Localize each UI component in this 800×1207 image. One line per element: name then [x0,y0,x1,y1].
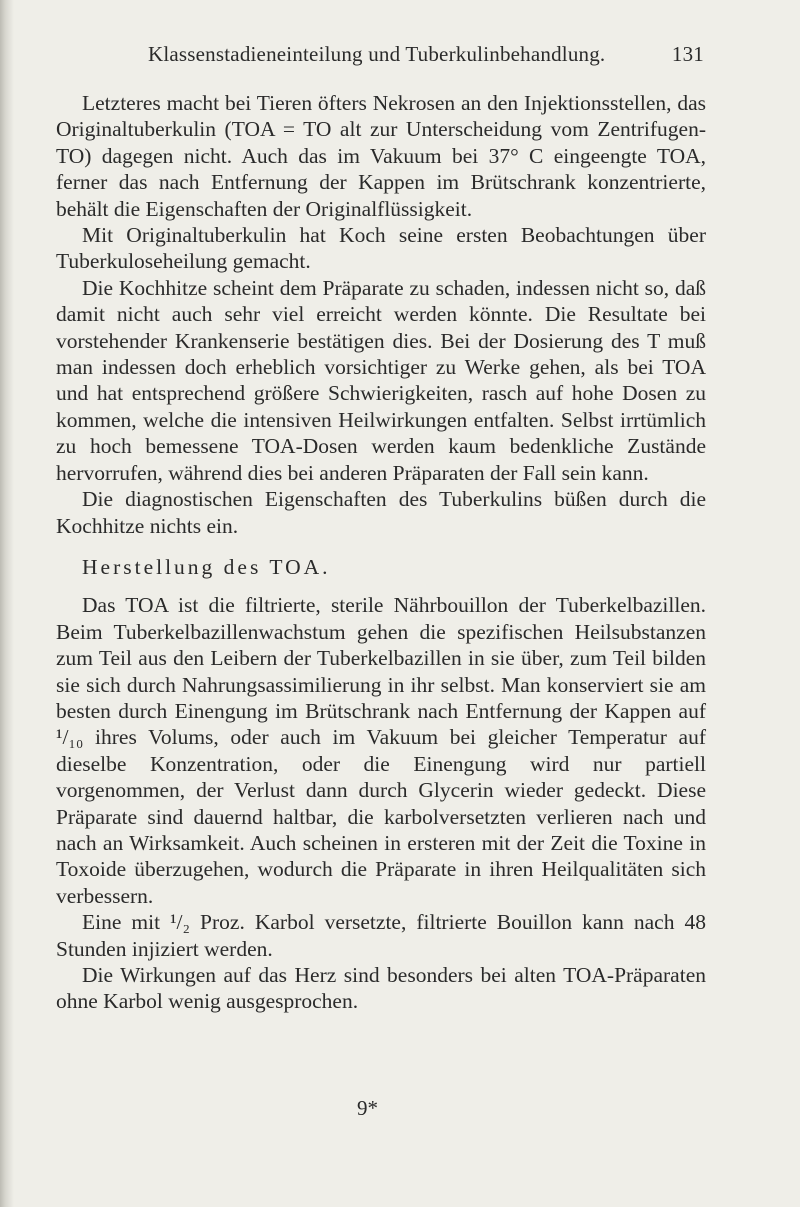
signature-mark: 9* [357,1096,378,1120]
page-gutter-shadow [0,0,14,1207]
paragraph: Die Wirkungen auf das Herz sind besonders bei alten TOA-Präparaten ohne Karbol wenig ausgesprochen. [56,963,706,1014]
paragraph: Mit Originaltuberkulin hat Koch seine ersten Beobachtungen über Tuberkuloseheilung gemacht. [56,223,706,274]
running-title: Klassenstadieneinteilung und Tuberkulinbehandlung. [148,42,606,66]
page-number: 131 [671,42,704,66]
paragraph: Eine mit ¹/₂ Proz. Karbol versetzte, filtrierte Bouillon kann nach 48 Stunden injiziert werden. [56,910,706,961]
running-header [148,42,704,67]
paragraph: Letzteres macht bei Tieren öfters Nekrosen an den Injektionsstellen, das Originaltuberkulin (TOA = TO alt zur Unterscheidung vom Zentrifugen-TO) dagegen nicht. Auch das im Vakuum bei 37° C eingeengte TOA, ferner das nach Entfernung der Kappen im Brütschrank konzentrierte, behält die Eigenschaften der Originalflüssigkeit. [56,91,706,221]
section-heading: Herstellung des TOA. [82,554,331,579]
paragraph: Das TOA ist die filtrierte, sterile Nährbouillon der Tuberkelbazillen. Beim Tuberkelbazillenwachstum gehen die spezifischen Heilsubstanzen zum Teil aus den Leibern der Tuberkelbazillen in sie über, zum Teil bilden sie sich durch Nahrungsassimilierung in ihr selbst. Man konserviert sie am besten durch Einengung im Brütschrank nach Entfernung der Kappen auf ¹/₁₀ ihres Volums, oder auch im Vakuum bei gleicher Temperatur auf dieselbe Konzentration, oder die Einengung wird nur partiell vorgenommen, der Verlust dann durch Glycerin wieder gedeckt. Diese Präparate sind dauernd haltbar, die karbolversetzten verlieren nach und nach an Wirksamkeit. Auch scheinen in ersteren mit der Zeit die Toxine in Toxoide überzugehen, wodurch die Präparate in ihren Heilqualitäten sich verbessern. [56,593,706,908]
paragraph: Die diagnostischen Eigenschaften des Tuberkulins büßen durch die Kochhitze nichts ein. [56,487,706,538]
paragraph: Die Kochhitze scheint dem Präparate zu schaden, indessen nicht so, daß damit nicht auch sehr viel erreicht werden könnte. Die Resultate bei vorstehender Krankenserie bestätigen dies. Bei der Dosierung des T muß man indessen doch erheblich vorsichtiger zu Werke gehen, als bei TOA und hat entsprechend größere Schwierigkeiten, rasch auf hohe Dosen zu kommen, welche die intensiven Heilwirkungen entfalten. Selbst irrtümlich zu hoch bemessene TOA-Dosen werden kaum bedenkliche Zustände hervorrufen, während dies bei anderen Präparaten der Fall sein kann. [56,275,706,485]
body-text [56,90,706,1015]
